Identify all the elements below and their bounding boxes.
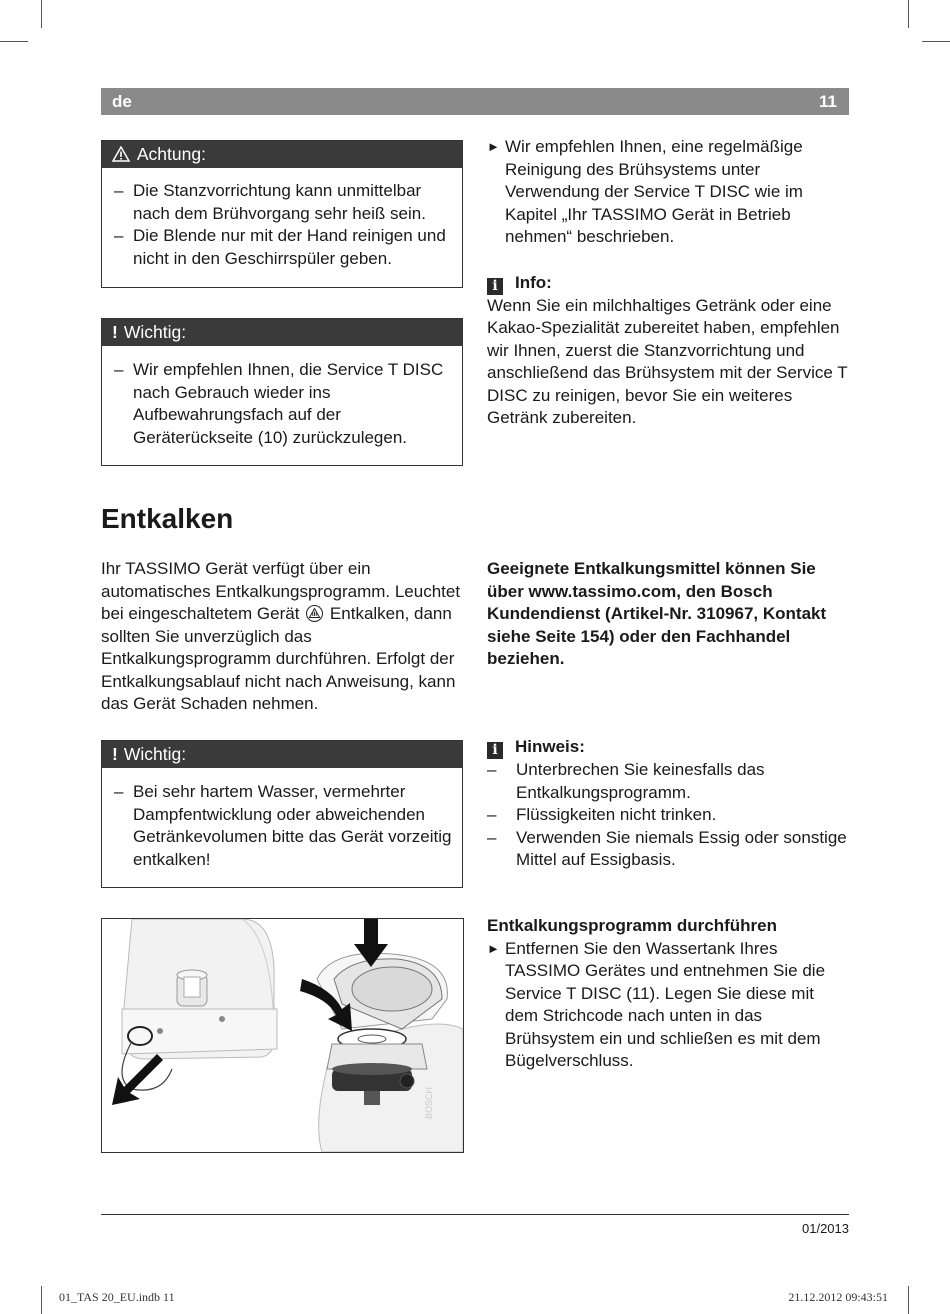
- hinweis-block: [487, 736, 849, 872]
- list-item: – Flüssigkeiten nicht trinken.: [487, 804, 849, 827]
- program-step: ► Entfernen Sie den Wassertank Ihres TASSIMO Gerätes und entnehmen Sie die Service T DISC (11). Legen Sie diese mit dem Strichcode nach unten in das Brühsystem ein und schließen es mit dem Bügelverschluss.: [487, 938, 826, 1070]
- crop-mark: [41, 1286, 42, 1314]
- list-item: – Verwenden Sie niemals Essig oder sonstige Mittel auf Essigbasis.: [487, 827, 849, 872]
- important-box-header: [102, 319, 462, 346]
- list-item: – Wir empfehlen Ihnen, die Service T DISC nach Gebrauch wieder ins Aufbewahrungsfach auf der Geräterückseite (10) zurückzulegen.: [114, 359, 454, 449]
- hinweis-header: [487, 736, 849, 759]
- arrow-right-icon: ►: [487, 139, 500, 154]
- program-block: [487, 915, 849, 1073]
- list-item: – Die Blende nur mit der Hand reinigen und nicht in den Geschirrspüler geben.: [114, 225, 454, 270]
- crop-mark: [908, 1286, 909, 1314]
- important-box: [101, 740, 463, 888]
- print-slug-right: 21.12.2012 09:43:51: [788, 1290, 888, 1304]
- right-column-top: [487, 136, 849, 430]
- exclamation-icon: !: [112, 322, 118, 342]
- warning-box-title: Achtung:: [136, 144, 206, 164]
- intro-paragraph: Ihr TASSIMO Gerät verfügt über ein automatisches Entkalkungsprogramm. Leuchtet bei eingeschaltetem Gerät Entkalken, dann sollten Sie unverzüglich das Entkalkungsprogramm durchführen. Erfolgt der Entkalkungsablauf nicht nach Anweisung, kann das Gerät Schaden nehmen.: [101, 559, 461, 713]
- warning-list: [102, 168, 462, 270]
- footer-rule: [101, 1214, 849, 1215]
- crop-mark: [922, 41, 950, 42]
- important-box-header: [102, 741, 462, 768]
- crop-mark: [908, 0, 909, 28]
- crop-mark: [0, 41, 28, 42]
- recommendation-step: ► Wir empfehlen Ihnen, eine regelmäßige Reinigung des Brühsystems unter Verwendung der Service T DISC wie im Kapitel „Ihr TASSIMO Gerät in Betrieb nehmen“ beschrieben.: [487, 137, 803, 246]
- descaler-note: Geeignete Entkalkungsmittel können Sie über www.tassimo.com, den Bosch Kundendienst (Artikel-Nr. 310967, Kontakt siehe Seite 154) oder den Fachhandel beziehen.: [487, 559, 827, 668]
- warning-box-header: [102, 141, 462, 168]
- list-item: – Bei sehr hartem Wasser, vermehrter Dampfentwicklung oder abweichenden Getränkevolumen bitte das Gerät vorzeitig entkalken!: [114, 781, 454, 871]
- footer-date: 01/2013: [802, 1221, 849, 1236]
- page-header: [101, 88, 849, 115]
- info-text: Wenn Sie ein milchhaltiges Getränk oder eine Kakao-Spezialität zubereitet haben, empfehlen wir Ihnen, zuerst die Stanzvorrichtung und anschließend das Brühsystem mit der Service T DISC zu reinigen, bevor Sie ein weiteres Getränk zubereiten.: [487, 295, 848, 427]
- exclamation-icon: !: [112, 744, 118, 764]
- coffee-machine-illustration: [102, 919, 463, 1152]
- language-code: de: [112, 92, 132, 111]
- illustration-figure: [101, 918, 464, 1153]
- important-box-title: Wichtig:: [123, 744, 187, 764]
- descale-indicator-icon: [306, 605, 323, 622]
- hinweis-title: Hinweis:: [515, 737, 585, 756]
- important-list: [102, 768, 462, 871]
- warning-triangle-icon: [112, 144, 135, 164]
- warning-box: [101, 140, 463, 288]
- info-icon: i: [487, 742, 503, 759]
- section-title: Entkalken: [101, 503, 234, 534]
- program-title: Entkalkungsprogramm durchführen: [487, 916, 777, 935]
- important-list: [102, 346, 462, 449]
- list-item: – Die Stanzvorrichtung kann unmittelbar nach dem Brühvorgang sehr heiß sein.: [114, 180, 454, 225]
- crop-mark: [41, 0, 42, 28]
- print-slug-left: 01_TAS 20_EU.indb 11: [59, 1290, 175, 1304]
- arrow-right-icon: ►: [487, 940, 500, 956]
- hinweis-list: [487, 759, 849, 872]
- info-header: [487, 272, 849, 295]
- important-box: [101, 318, 463, 466]
- brand-text: BOSCH: [424, 1086, 434, 1119]
- important-box-title: Wichtig:: [123, 322, 187, 342]
- page-number: 11: [819, 92, 837, 111]
- list-item: – Unterbrechen Sie keinesfalls das Entkalkungsprogramm.: [487, 759, 849, 804]
- info-title: Info:: [515, 272, 552, 292]
- info-icon: i: [487, 278, 503, 295]
